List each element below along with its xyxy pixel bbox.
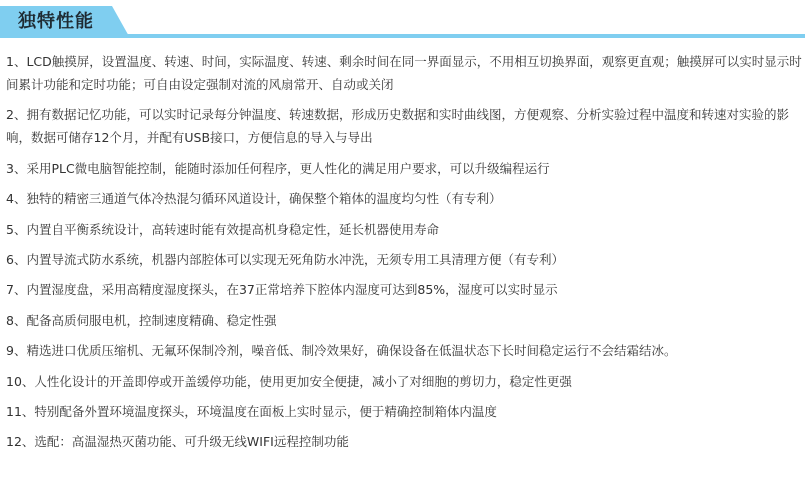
feature-item-9: 9、精选进口优质压缩机、无氟环保制冷剂，噪音低、制冷效果好，确保设备在低温状态下长时间稳定运行不会结霜结冰。: [6, 343, 677, 359]
feature-item-3: 3、采用PLC微电脑智能控制，能随时添加任何程序，更人性化的满足用户要求，可以升级编程运行: [6, 160, 550, 176]
feature-item-2: 2、拥有数据记忆功能，可以实时记录每分钟温度、转速数据，形成历史数据和实时曲线图，方便观察、分析实验过程中温度和转速对实验的影响，数据可储存12个月，并配有USB接口，方便信息的导入与导出: [6, 107, 789, 146]
feature-item-4: 4、独特的精密三通道气体冷热混匀循环风道设计，确保整个箱体的温度均匀性（有专利）: [6, 191, 502, 207]
feature-item-11: 11、特别配备外置环境温度探头，环境温度在面板上实时显示，便于精确控制箱体内温度: [6, 403, 497, 419]
feature-list: [6, 50, 804, 461]
feature-item-1: 1、LCD触摸屏，设置温度、转速、时间，实际温度、转速、剩余时间在同一界面显示，不用相互切换界面，观察更直观；触摸屏可以实时显示时间累计功能和定时功能；可自由设定强制对流的风扇常开、自动或关闭: [6, 54, 802, 92]
feature-item-7: 7、内置湿度盘，采用高精度湿度探头，在37正常培养下腔体内湿度可达到85%，湿度可以实时显示: [6, 282, 558, 298]
feature-item-10: 10、人性化设计的开盖即停或开盖缓停功能，使用更加安全便捷，减小了对细胞的剪切力，稳定性更强: [6, 373, 572, 389]
feature-item-8: 8、配备高质伺服电机，控制速度精确、稳定性强: [6, 312, 277, 328]
section-header: [0, 0, 805, 44]
section-title: 独特性能: [18, 11, 94, 32]
feature-item-5: 5、内置自平衡系统设计，高转速时能有效提高机身稳定性，延长机器使用寿命: [6, 221, 439, 237]
feature-item-6: 6、内置导流式防水系统，机器内部腔体可以实现无死角防水冲洗，无须专用工具清理方便（有专利）: [6, 251, 564, 267]
feature-item-12: 12、选配：高温湿热灭菌功能、可升级无线WIFI远程控制功能: [6, 434, 349, 450]
